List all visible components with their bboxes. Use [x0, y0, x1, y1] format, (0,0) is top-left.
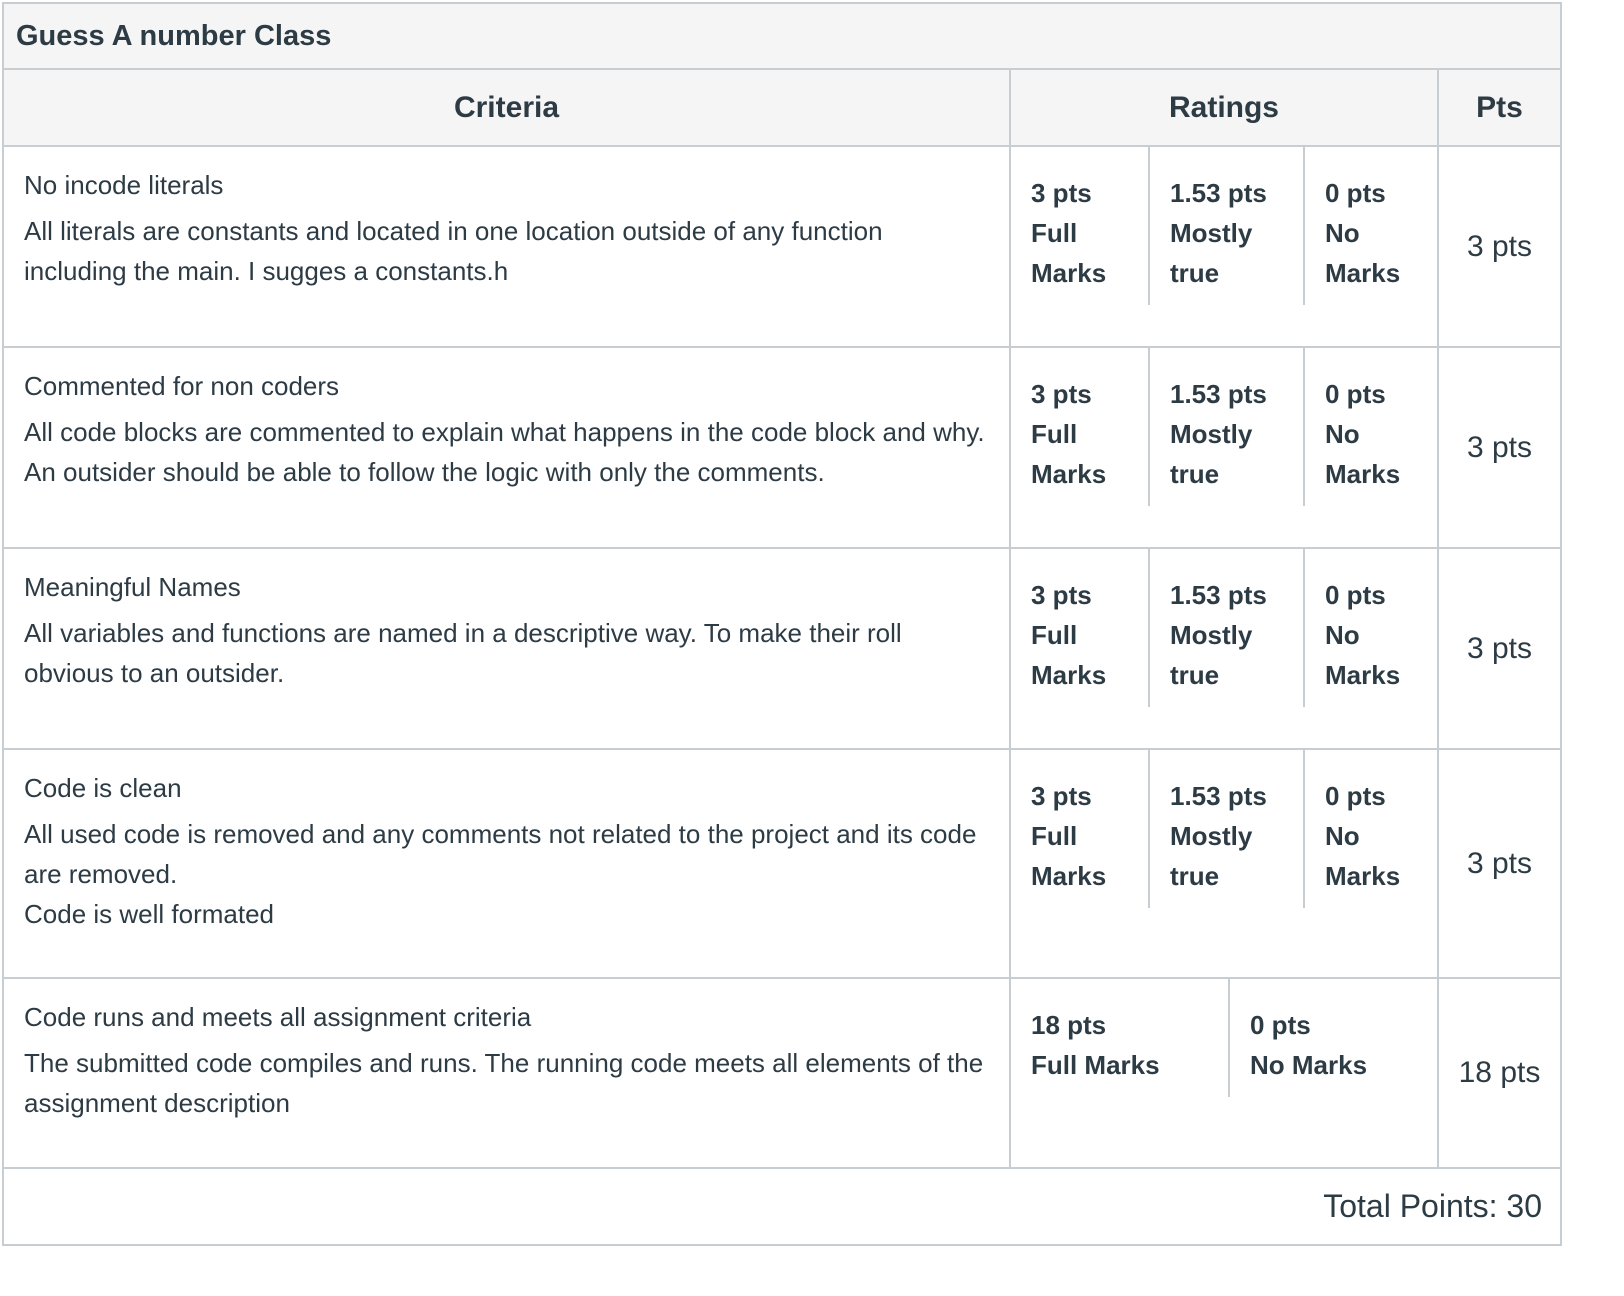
- criterion-title: Meaningful Names: [24, 572, 241, 602]
- criteria-header: Criteria: [4, 70, 1010, 146]
- rating-points: 3 pts: [1031, 178, 1092, 208]
- rating-points: 0 pts: [1250, 1010, 1311, 1040]
- criterion-description: All code blocks are commented to explain what happens in the code block and why. An outsider should be able to follow the logic with only the comments.: [24, 417, 985, 487]
- criterion-cell: [4, 749, 1010, 978]
- rating-no-marks[interactable]: [1304, 549, 1437, 707]
- criterion-title: Code is clean: [24, 773, 182, 803]
- rating-points: 1.53 pts: [1170, 580, 1267, 610]
- rating-points: 0 pts: [1325, 379, 1386, 409]
- rating-label: No Marks: [1325, 620, 1401, 690]
- rating-label: Full Marks: [1031, 821, 1107, 891]
- rating-mostly-true[interactable]: [1149, 147, 1304, 305]
- criterion-points: 3 pts: [1438, 146, 1560, 347]
- ratings-header: Ratings: [1010, 70, 1438, 146]
- rating-label: No Marks: [1325, 218, 1401, 288]
- rating-label: Mostly true: [1170, 218, 1253, 288]
- criterion-description: The submitted code compiles and runs. The running code meets all elements of the assignment description: [24, 1048, 984, 1118]
- ratings-cell: [1010, 978, 1438, 1168]
- rating-label: Full Marks: [1031, 419, 1107, 489]
- criterion-cell: [4, 548, 1010, 749]
- footer-row: [4, 1168, 1560, 1244]
- rating-points: 3 pts: [1031, 580, 1092, 610]
- rating-mostly-true[interactable]: [1149, 348, 1304, 506]
- rating-label: Mostly true: [1170, 419, 1253, 489]
- criterion-title: Commented for non coders: [24, 371, 340, 401]
- rating-label: Mostly true: [1170, 620, 1253, 690]
- rating-points: 3 pts: [1031, 781, 1092, 811]
- criterion-cell: [4, 978, 1010, 1168]
- rating-no-marks[interactable]: [1304, 348, 1437, 506]
- rating-full-marks[interactable]: [1011, 147, 1149, 305]
- criterion-description: All variables and functions are named in a descriptive way. To make their roll obvious to an outsider.: [24, 618, 902, 688]
- rubric-grid: [4, 70, 1560, 1244]
- rating-points: 1.53 pts: [1170, 178, 1267, 208]
- rating-label: Full Marks: [1031, 1050, 1160, 1080]
- rating-label: No Marks: [1325, 419, 1401, 489]
- ratings-cell: [1010, 548, 1438, 749]
- criterion-points: 3 pts: [1438, 347, 1560, 548]
- header-row: [4, 70, 1560, 146]
- rating-label: Full Marks: [1031, 620, 1107, 690]
- criterion-row: [4, 146, 1560, 347]
- criterion-description: All used code is removed and any comments not related to the project and its code are removed. Code is well formated: [24, 819, 977, 929]
- rating-full-marks[interactable]: [1011, 979, 1229, 1097]
- rating-no-marks[interactable]: [1229, 979, 1437, 1097]
- criterion-row: [4, 749, 1560, 978]
- rating-points: 1.53 pts: [1170, 379, 1267, 409]
- pts-header: Pts: [1438, 70, 1560, 146]
- criterion-row: [4, 548, 1560, 749]
- criterion-points: 3 pts: [1438, 548, 1560, 749]
- rating-label: Mostly true: [1170, 821, 1253, 891]
- rating-full-marks[interactable]: [1011, 750, 1149, 908]
- ratings-cell: [1010, 749, 1438, 978]
- rating-no-marks[interactable]: [1304, 750, 1437, 908]
- total-points: Total Points: 30: [4, 1168, 1560, 1244]
- rating-label: No Marks: [1325, 821, 1401, 891]
- criterion-title: No incode literals: [24, 170, 224, 200]
- criterion-cell: [4, 347, 1010, 548]
- rating-mostly-true[interactable]: [1149, 750, 1304, 908]
- criterion-cell: [4, 146, 1010, 347]
- rating-points: 18 pts: [1031, 1010, 1107, 1040]
- criterion-description: All literals are constants and located in one location outside of any function including the main. I sugges a constants.h: [24, 216, 883, 286]
- ratings-cell: [1010, 347, 1438, 548]
- criterion-points: 3 pts: [1438, 749, 1560, 978]
- rating-points: 1.53 pts: [1170, 781, 1267, 811]
- ratings-cell: [1010, 146, 1438, 347]
- rating-points: 0 pts: [1325, 178, 1386, 208]
- criterion-row: [4, 347, 1560, 548]
- rating-no-marks[interactable]: [1304, 147, 1437, 305]
- rating-full-marks[interactable]: [1011, 348, 1149, 506]
- rating-label: No Marks: [1250, 1050, 1368, 1080]
- rating-points: 3 pts: [1031, 379, 1092, 409]
- criterion-points: 18 pts: [1438, 978, 1560, 1168]
- rubric-table: [2, 2, 1562, 1246]
- rubric-title: Guess A number Class: [4, 4, 1560, 70]
- rating-label: Full Marks: [1031, 218, 1107, 288]
- criterion-row: [4, 978, 1560, 1168]
- criterion-title: Code runs and meets all assignment criteria: [24, 1002, 532, 1032]
- rating-mostly-true[interactable]: [1149, 549, 1304, 707]
- rating-points: 0 pts: [1325, 580, 1386, 610]
- rating-full-marks[interactable]: [1011, 549, 1149, 707]
- rating-points: 0 pts: [1325, 781, 1386, 811]
